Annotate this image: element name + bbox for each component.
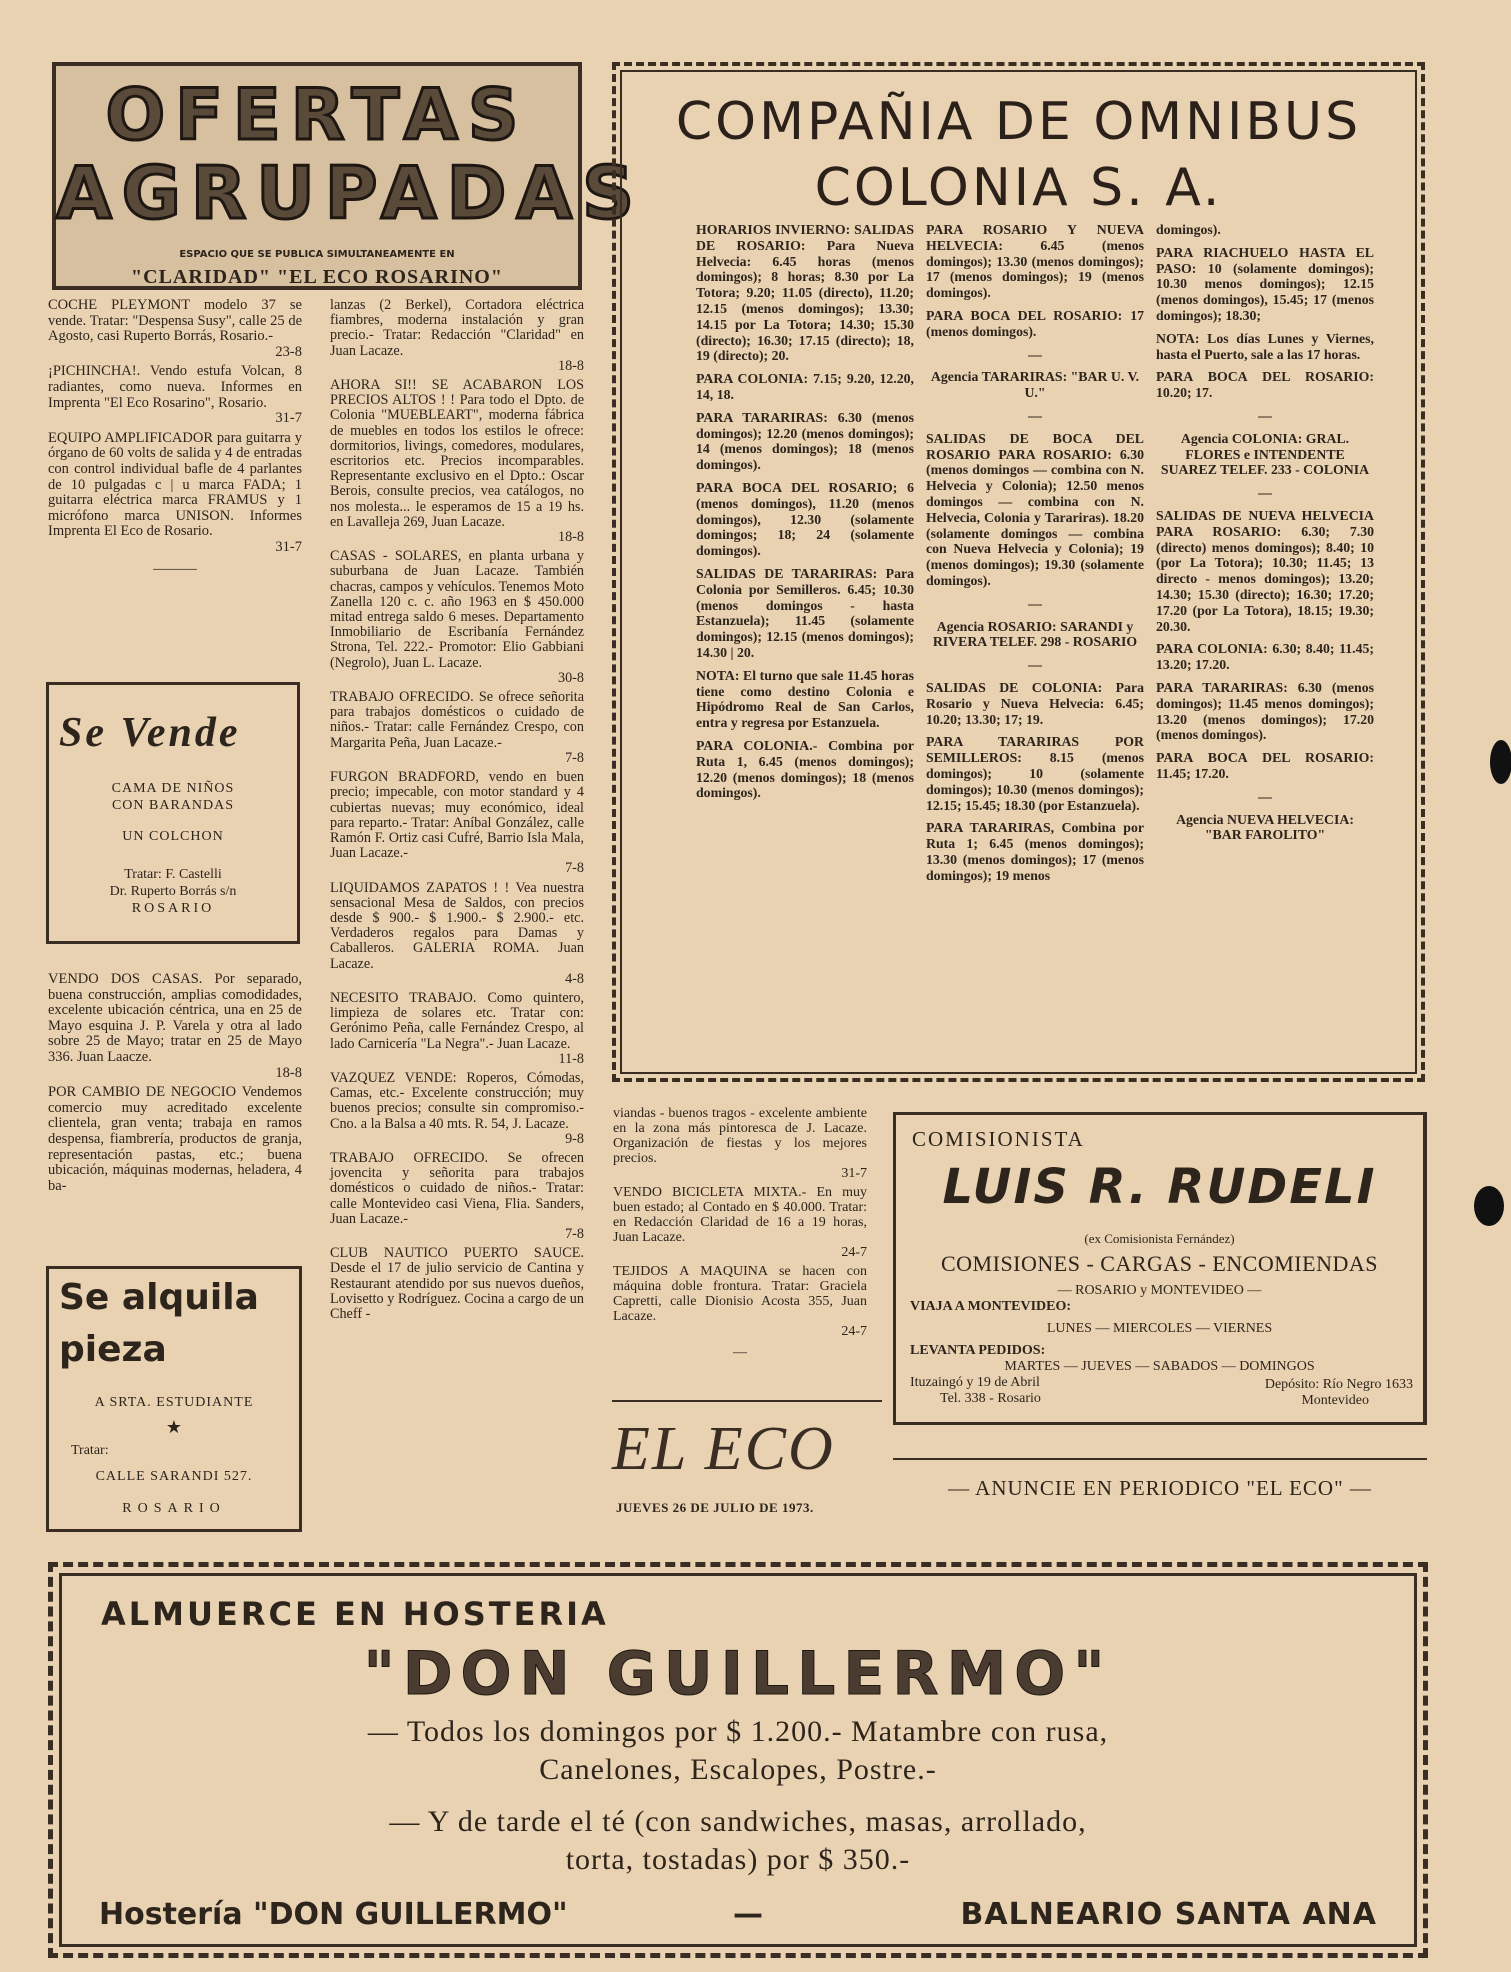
guillermo-headline: ALMUERCE EN HOSTERIA (101, 1595, 609, 1633)
agrupadas-title: AGRUPADAS (56, 151, 644, 235)
schedule-column-b (926, 222, 1144, 890)
schedule-entry: PARA BOCA DEL ROSARIO: 11.45; 17.20. (1156, 750, 1374, 781)
guillermo-offer-line: torta, tostadas) por $ 350.- (565, 1843, 911, 1876)
guillermo-offer-line: — Todos los domingos por $ 1.200.- Matambre con rusa, (367, 1715, 1109, 1748)
rudeli-address: Ituzaingó y 19 de Abril (910, 1375, 1040, 1390)
classified-ad: FURGON BRADFORD, vendo en buen precio; impecable, con motor standard y 4 cubiertas nuevas; muy económico, ideal para reparto.- Tratar: Aníbal González, calle Ramón F. Ortiz casi Cufré, Barrio Isla Mala, Juan Lacaze.- 7-8 (330, 769, 584, 877)
schedule-entry: domingos). (1156, 222, 1221, 237)
schedule-entry: PARA BOCA DEL ROSARIO: 10.20; 17. (1156, 369, 1374, 401)
schedule-entry: PARA TARARIRAS: 6.30 (menos domingos); 11.45 menos domingos); 13.20 (menos domingos); 17.20 (menos domingos). (1156, 679, 1374, 743)
schedule-note: NOTA: El turno que sale 11.45 horas tiene como destino Colonia e Hipódromo Real de San Carlos, entra y regresa por Estanzuela. (696, 667, 914, 731)
guillermo-offer-line: Canelones, Escalopes, Postre.- (539, 1753, 937, 1786)
classified-ad: VENDO DOS CASAS. Por separado, buena construcción, amplias comodidades, excelente ubicación céntrica, una en 25 de Mayo esquina J. P. Varela y otra al lado sobre 25 de Mayo; tratar en 25 de Mayo 336. Juan Laacze. 18-8 (48, 971, 302, 1081)
omnibus-title: COMPAÑIA DE OMNIBUS (675, 92, 1362, 152)
classified-ad: POR CAMBIO DE NEGOCIO Vendemos comercio muy acreditado excelente clientela, gran venta; trabaja en ramos despensa, fiambrería, productos de granja, representación pastas, etc.; buena ubicación, máquinas modernas, heladera, 4 ba- (48, 1084, 302, 1194)
divider: — (733, 1345, 747, 1360)
divider: — (1028, 346, 1042, 362)
rudeli-pickup-label: LEVANTA PEDIDOS: (910, 1343, 1046, 1358)
se-vende-box (46, 682, 300, 944)
schedule-entry: PARA ROSARIO Y NUEVA HELVECIA: 6.45 (menos domingos); 13.30 (menos domingos); 17 (menos domingos); 19 (menos domingos). (926, 222, 1144, 301)
ofertas-papers: "CLARIDAD" "EL ECO ROSARINO" (131, 266, 503, 288)
ink-blot (1474, 1186, 1504, 1226)
agency-info: Agencia NUEVA HELVECIA: "BAR FAROLITO" (1176, 811, 1354, 843)
alquila-town: ROSARIO (122, 1501, 226, 1516)
alquila-address: CALLE SARANDI 527. (95, 1469, 253, 1484)
schedule-column-a (696, 222, 914, 808)
rudeli-ad-box (893, 1112, 1427, 1425)
classified-ad: CASAS - SOLARES, en planta urbana y suburbana de Juan Lacaze. También chacras, campos y vehículos. Tenemos Moto Zanella 120 c. c. año 1963 en $ 450.000 mitad entrega saldo 6 meses. Departamento Inmobiliario de Escribanía Fernández Strona, Tel. 222.- Promotor: Elio Gabbiani (Negrolo), Juan L. Lacaze. 30-8 (330, 548, 584, 686)
rudeli-depot: Depósito: Río Negro 1633 (1264, 1377, 1413, 1392)
omnibus-schedule-box (612, 62, 1425, 1082)
issue-date: JUEVES 26 DE JULIO DE 1973. (616, 1500, 814, 1515)
anuncie-rule (893, 1458, 1427, 1460)
divider: — (1028, 407, 1042, 423)
omnibus-company: COLONIA S. A. (814, 158, 1223, 218)
schedule-entry: PARA RIACHUELO HASTA EL PASO: 10 (solamente domingos); 10.30 menos domingos); 12.15 (menos domingos), 15.45; 17 (menos domingos); 18.30; (1156, 244, 1374, 323)
rudeli-phone: Tel. 338 - Rosario (940, 1391, 1041, 1406)
guillermo-footer-name: Hostería "DON GUILLERMO" (99, 1897, 568, 1932)
divider: — (1258, 485, 1272, 501)
classified-ad: LIQUIDAMOS ZAPATOS ! ! Vea nuestra sensacional Mesa de Saldos, con precios desde $ 900.- $ 1.900.- $ 2.900.- etc. Verdaderos regalos para Damas y Caballeros. GALERIA ROMA. Juan Lacaze. 4-8 (330, 879, 584, 987)
rudeli-travel-label: VIAJA A MONTEVIDEO: (910, 1299, 1072, 1314)
guillermo-name: "DON GUILLERMO" (363, 1639, 1113, 1709)
guillermo-footer-location: BALNEARIO SANTA ANA (960, 1897, 1377, 1932)
schedule-entry: PARA COLONIA: 7.15; 9.20, 12.20, 14, 18. (696, 371, 914, 402)
rudeli-pickup-days: MARTES — JUEVES — SABADOS — DOMINGOS (1004, 1359, 1315, 1374)
rudeli-name: LUIS R. RUDELI (942, 1159, 1377, 1215)
divider: — (1028, 657, 1042, 673)
rudeli-label: COMISIONISTA (912, 1127, 1085, 1151)
don-guillermo-ad (48, 1562, 1428, 1958)
schedule-entry: PARA TARARIRAS: 6.30 (menos domingos); 12.20 (menos domingos); 14 (menos domingos); 18 (menos domingos). (696, 409, 914, 473)
agency-info: Agencia ROSARIO: SARANDI y RIVERA TELEF. 298 - ROSARIO (932, 618, 1138, 650)
classified-ad: lanzas (2 Berkel), Cortadora eléctrica fiambres, moderna instalación y gran precio.- Tratar: Redacción "Claridad" en Juan Lacaze. 18-8 (330, 297, 584, 374)
schedule-entry: PARA COLONIA.- Combina por Ruta 1, 6.45 (menos domingos); 12.20 (menos domingos); 18 (menos domingos). (696, 737, 914, 801)
guillermo-footer-dash: — (733, 1897, 763, 1932)
divider: — (1258, 788, 1272, 804)
classified-ad: NECESITO TRABAJO. Como quintero, limpieza de solares etc. Tratar con: Gerónimo Peña, calle Fernández Crespo, al lado Carnicería "La Negra".- Juan Lacaze. 11-8 (330, 989, 584, 1067)
classified-ad: TRABAJO OFRECIDO. Se ofrece señorita para trabajos domésticos o cuidado de niños.- Tratar: calle Fernández Crespo, con Margarita Peña, Juan Lacaze.- 7-8 (330, 689, 584, 766)
schedule-entry: SALIDAS DE NUEVA HELVECIA PARA ROSARIO: 6.30; 7.30 (directo) menos domingos); 8.40; 10 (por La Totora); 10.30; 11.45; 13 directo - menos domingos); 13.20; 14.30; 15.30 (directo); 16.30; 17.20; 17.20 (por La Totora), 18.15; 19.30; 20.30. (1156, 507, 1374, 634)
rudeli-route: — ROSARIO y MONTEVIDEO — (1057, 1283, 1262, 1298)
classifieds-column-1 (48, 298, 302, 583)
classified-ad: COCHE PLEYMONT modelo 37 se vende. Tratar: "Despensa Susy", calle 25 de Agosto, casi Ruperto Borrás, Rosario.- 23-8 (48, 297, 302, 360)
classified-ad: ¡PICHINCHA!. Vendo estufa Volcan, 8 radiantes, como nueva. Informes en Imprenta "El Eco Rosarino", Rosario. 31-7 (48, 363, 302, 427)
classified-ad: AHORA SI!! SE ACABARON LOS PRECIOS ALTOS ! ! Para todo el Dpto. de Colonia "MUEBLEART", moderna fábrica de muebles en todos los estilos le ofrece: dormitorios, livings, comedores, modulares, escritorios etc. Precios incomparables. Representante exclusivo en el Dpto.: Oscar Berois, consulte precios, vea catálogos, no nos molesta... le esperamos de 15 a 19 hs. en Lavalleja 269, Juan Lacaze. 18-8 (330, 377, 584, 546)
se-alquila-box (46, 1266, 302, 1532)
agency-info: Agencia TARARIRAS: "BAR U. V. U." (930, 369, 1140, 401)
classifieds-column-3 (613, 1106, 867, 1366)
el-eco-masthead: EL ECO (612, 1415, 835, 1483)
schedule-note: NOTA: Los días Lunes y Viernes, hasta el Puerto, sale a las 17 horas. (1156, 330, 1374, 362)
schedule-entry: PARA TARARIRAS, Combina por Ruta 1; 6.45 (menos domingos); 13.30 (menos domingos); 17 (menos domingos); 19 menos (926, 820, 1144, 883)
classified-ad: TEJIDOS A MAQUINA se hacen con máquina doble frontura. Tratar: Graciela Capretti, calle Dionisio Acosta 355, Juan Lacaze. 24-7 (613, 1264, 867, 1339)
rudeli-depot-city: Montevideo (1301, 1393, 1369, 1408)
classified-ad: TRABAJO OFRECIDO. Se ofrecen jovencita y señorita para trabajos domésticos o cuidado de niños.- Tratar: calle Montevideo casi Viena, Flia. Sanders, Juan Lacaze.- 7-8 (330, 1149, 584, 1242)
rudeli-services: COMISIONES - CARGAS - ENCOMIENDAS (941, 1251, 1378, 1276)
agency-info: Agencia COLONIA: GRAL. FLORES e INTENDENTE SUAREZ TELEF. 233 - COLONIA (1160, 430, 1370, 478)
classifieds-column-1-lower (48, 972, 302, 1198)
classified-ad: EQUIPO AMPLIFICADOR para guitarra y órgano de 60 volts de salida y 4 de entradas con control individual bafle de 4 parlantes de 10 pulgadas c | u marca FADA; 1 guitarra eléctrica marca FRAMUS y 1 micrófono marca UNISON. Informes Imprenta El Eco de Rosario. 31-7 (48, 429, 302, 555)
schedule-entry: PARA COLONIA: 6.30; 8.40; 11.45; 13.20; 17.20. (1156, 641, 1374, 673)
schedule-entry: SALIDAS DE TARARIRAS: Para Colonia por Semilleros. 6.45; 10.30 (menos domingos - hasta Estanzuela); 11.45 (solamente domingos); 12.15 (menos domingos); 14.30 | 20. (696, 565, 914, 660)
ofertas-agrupadas-header (52, 62, 644, 290)
se-alquila-title: Se alquila (59, 1277, 259, 1318)
vende-line: CON BARANDAS (111, 798, 235, 813)
divider: — (1028, 595, 1042, 611)
se-vende-title: Se Vende (59, 710, 241, 756)
guillermo-offer-line: — Y de tarde el té (con sandwiches, masas, arrollado, (389, 1805, 1087, 1838)
divider: — (1258, 407, 1272, 423)
schedule-entry: PARA BOCA DEL ROSARIO; 6 (menos domingos), 11.20 (menos domingos), 12.30 (solamente domingos; 18; 24 (solamente domingos). (696, 479, 914, 559)
vende-address: Dr. Ruperto Borrás s/n (109, 884, 237, 899)
ofertas-subtitle: ESPACIO QUE SE PUBLICA SIMULTANEAMENTE EN (179, 249, 455, 260)
alquila-line: A SRTA. ESTUDIANTE (94, 1395, 254, 1410)
star-icon: ★ (165, 1417, 183, 1437)
rudeli-travel-days: LUNES — MIERCOLES — VIERNES (1046, 1321, 1273, 1336)
masthead-rule (612, 1400, 882, 1402)
classified-ad: VAZQUEZ VENDE: Roperos, Cómodas, Camas, etc.- Excelente construcción; muy buenos precios; consulte sin compromiso.- Cno. a la Balsa a 40 mts. R. 54, J. Lacaze. 9-8 (330, 1069, 584, 1147)
divider: ——— (153, 560, 197, 577)
vende-line: CAMA DE NIÑOS (111, 781, 235, 796)
schedule-entry: SALIDAS DE COLONIA: Para Rosario y Nueva Helvecia: 6.45; 10.20; 13.30; 17; 19. (926, 679, 1144, 727)
schedule-entry: PARA BOCA DEL ROSARIO: 17 (menos domingos). (926, 307, 1144, 339)
rudeli-former: (ex Comisionista Fernández) (1084, 1231, 1235, 1246)
classified-ad: VENDO BICICLETA MIXTA.- En muy buen estado; al Contado en $ 40.000. Tratar: en Redacción Claridad de 16 a 19 horas, Juan Lacaze. 24-7 (613, 1185, 867, 1260)
ofertas-title: OFERTAS (105, 74, 529, 156)
classifieds-column-2 (330, 298, 584, 1326)
schedule-entry: HORARIOS INVIERNO: SALIDAS DE ROSARIO: Para Nueva Helvecia: 6.45 horas (menos domingos); 8 horas; 8.30 por La Totora; 9.20; 11.05 (directo), 11.20; 12.15 (menos domingos); 13.30; 14.15 por La Totora; 14.30; 15.30 (directo); 16.30; 17.15 (directo); 18, 19 (directo); 20. (696, 222, 914, 364)
classified-ad: viandas - buenos tragos - excelente ambiente en la zona más pintoresca de J. Lacaze. Organización de fiestas y los mejores precios. 31-7 (613, 1106, 867, 1181)
vende-line: UN COLCHON (122, 829, 224, 844)
vende-contact: Tratar: F. Castelli (124, 867, 222, 882)
classified-ad: CLUB NAUTICO PUERTO SAUCE. Desde el 17 de julio servicio de Cantina y Restaurant atendido por sus nuevos dueños, Lovisetto y Rodríguez. Cocina a cargo de un Cheff - (330, 1245, 584, 1322)
alquila-contact-label: Tratar: (71, 1443, 109, 1458)
schedule-entry: PARA TARARIRAS POR SEMILLEROS: 8.15 (menos domingos); 10 (solamente domingos); 10.30 (menos domingos); 12.15; 15.45; 18.30 (por Estanzuela). (926, 734, 1144, 813)
ink-blot (1490, 740, 1511, 784)
schedule-column-c (1156, 222, 1374, 850)
pieza-title: pieza (59, 1329, 167, 1370)
schedule-entry: SALIDAS DE BOCA DEL ROSARIO PARA ROSARIO: 6.30 (menos domingos — combina con N. Helvecia y Colonia); 12.50 menos domingos — combina con N. Helvecia, Colonia y Tarariras). 18.20 (solamente domingos — combina con Nueva Helvecia y Colonia); 19 (menos domingos); 19.30 (solamente domingos). (926, 430, 1144, 588)
anuncie-slogan: — ANUNCIE EN PERIODICO "EL ECO" — (948, 1476, 1372, 1500)
vende-town: ROSARIO (131, 901, 215, 916)
